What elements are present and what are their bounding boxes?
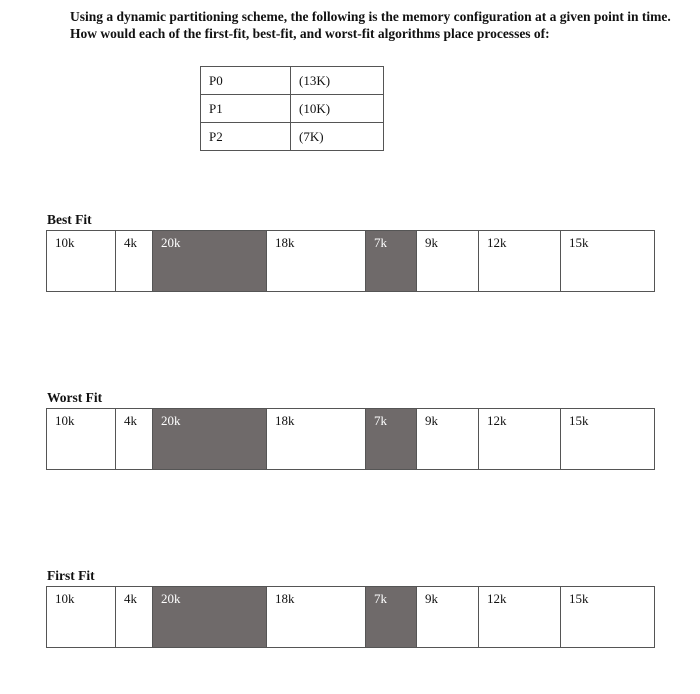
- memory-block: 7k: [366, 409, 417, 469]
- memory-block: 12k: [479, 231, 561, 291]
- worst-fit-label: Worst Fit: [47, 390, 103, 405]
- memory-block: 7k: [366, 231, 417, 291]
- best-fit-label: Best Fit: [47, 212, 92, 227]
- memory-block: 18k: [267, 409, 366, 469]
- memory-block: 9k: [417, 409, 479, 469]
- process-name: P0: [201, 67, 291, 95]
- worst-fit-memory-map: [46, 408, 655, 470]
- memory-block: 20k: [153, 587, 267, 647]
- memory-block: 20k: [153, 409, 267, 469]
- memory-block: 18k: [267, 231, 366, 291]
- table-row: [201, 95, 384, 123]
- process-size: (7K): [291, 123, 384, 151]
- process-table: [200, 66, 384, 151]
- table-row: [201, 123, 384, 151]
- memory-block: 9k: [417, 587, 479, 647]
- process-size: (13K): [291, 67, 384, 95]
- best-fit-memory-map: [46, 230, 655, 292]
- table-row: [201, 67, 384, 95]
- memory-block: 10k: [47, 587, 116, 647]
- memory-block: 4k: [116, 231, 153, 291]
- memory-block: 12k: [479, 409, 561, 469]
- memory-block: 10k: [47, 409, 116, 469]
- first-fit-memory-map: [46, 586, 655, 648]
- memory-block: 7k: [366, 587, 417, 647]
- question-text: Using a dynamic partitioning scheme, the following is the memory configuration at a given point in time. How would each of the first-fit, best-fit, and worst-fit algorithms place processes of:: [70, 9, 671, 41]
- memory-block: 15k: [569, 591, 589, 606]
- memory-block: 20k: [153, 231, 267, 291]
- memory-block: 10k: [47, 231, 116, 291]
- process-name: P2: [201, 123, 291, 151]
- memory-block: 12k: [479, 587, 561, 647]
- memory-block: 18k: [267, 587, 366, 647]
- memory-block: 4k: [116, 587, 153, 647]
- first-fit-label: First Fit: [47, 568, 95, 583]
- memory-block: 9k: [417, 231, 479, 291]
- process-name: P1: [201, 95, 291, 123]
- memory-block: 15k: [569, 413, 589, 428]
- memory-block: 15k: [569, 235, 589, 250]
- memory-block: 4k: [116, 409, 153, 469]
- process-size: (10K): [291, 95, 384, 123]
